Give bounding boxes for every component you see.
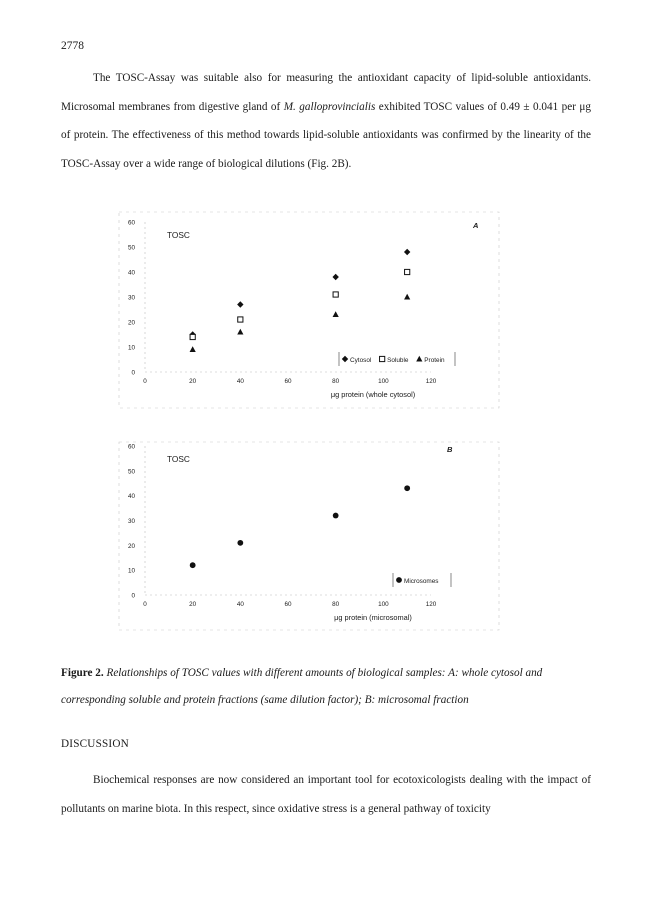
data-point bbox=[333, 311, 339, 317]
paragraph-1-part-b: exhibited TOSC values of 0.49 ± 0.041 per μg of protein. The effectiveness of this method towards lipid-soluble antioxidants was confirmed by the linearity of the TOSC-Assay over a wide range of biological dilutions (Fig. 2B). bbox=[61, 100, 591, 170]
legend-entry: Soluble bbox=[387, 357, 409, 364]
y-tick-label: 10 bbox=[127, 567, 135, 575]
y-tick-label: 20 bbox=[127, 319, 135, 327]
chart-title: TOSC bbox=[167, 230, 190, 240]
chart-frame bbox=[119, 212, 499, 408]
x-axis-label: μg protein (whole cytosol) bbox=[330, 390, 416, 399]
x-tick-label: 120 bbox=[425, 601, 437, 608]
x-tick-label: 100 bbox=[378, 601, 389, 608]
y-tick-label: 20 bbox=[127, 542, 135, 550]
data-point bbox=[333, 513, 339, 519]
data-point bbox=[190, 346, 196, 352]
legend-marker bbox=[342, 356, 348, 362]
chart-title: TOSC bbox=[167, 454, 190, 464]
x-tick-label: 0 bbox=[143, 601, 147, 608]
figure-2a-chart bbox=[115, 210, 507, 410]
y-tick-label: 60 bbox=[127, 219, 135, 227]
figure-caption-text: Relationships of TOSC values with different amounts of biological samples: A: whole cytosol and corresponding soluble and protein fractions (same dilution factor); B: microsomal fraction bbox=[61, 667, 543, 706]
data-point bbox=[237, 301, 243, 307]
figure-caption bbox=[61, 660, 601, 714]
data-point bbox=[237, 540, 243, 546]
y-tick-label: 30 bbox=[127, 518, 135, 525]
x-tick-label: 60 bbox=[284, 378, 292, 385]
y-tick-label: 50 bbox=[127, 468, 135, 476]
legend-marker bbox=[396, 577, 402, 583]
species-name: M. galloprovincialis bbox=[283, 100, 376, 113]
section-heading: DISCUSSION bbox=[61, 738, 129, 750]
legend-entry: Cytosol bbox=[350, 357, 372, 364]
x-tick-label: 40 bbox=[236, 601, 244, 608]
legend-marker bbox=[380, 356, 385, 361]
paragraph-1-part-a: The TOSC-Assay was suitable also for measuring the antioxidant capacity of lipid-soluble antioxidants. Microsomal membranes from digestive gland of bbox=[61, 72, 591, 113]
legend-entry: Protein bbox=[424, 357, 445, 364]
y-tick-label: 50 bbox=[127, 244, 135, 252]
figure-2b-chart bbox=[115, 440, 507, 635]
x-tick-label: 20 bbox=[189, 601, 197, 608]
paragraph-1 bbox=[61, 64, 591, 178]
panel-letter: A bbox=[473, 221, 479, 230]
x-tick-label: 80 bbox=[332, 378, 340, 385]
data-point bbox=[238, 317, 243, 322]
panel-letter: B bbox=[447, 445, 453, 454]
data-point bbox=[405, 269, 410, 274]
data-point bbox=[332, 274, 338, 280]
x-tick-label: 80 bbox=[332, 601, 340, 608]
chart-frame bbox=[119, 442, 499, 630]
y-tick-label: 60 bbox=[127, 443, 135, 451]
legend-entry: Microsomes bbox=[404, 578, 439, 585]
paragraph-2-text: Biochemical responses are now considered an important tool for ecotoxicologists dealing with the impact of pollutants on marine biota. In this respect, since oxidative stress is a general pathway of toxicity bbox=[61, 774, 591, 815]
y-tick-label: 0 bbox=[131, 369, 135, 377]
y-tick-label: 30 bbox=[127, 294, 135, 302]
y-tick-label: 0 bbox=[131, 592, 135, 600]
y-tick-label: 40 bbox=[127, 493, 135, 501]
x-tick-label: 0 bbox=[143, 378, 147, 385]
y-tick-label: 40 bbox=[127, 269, 135, 277]
paragraph-2 bbox=[61, 766, 591, 823]
figure-2b-svg bbox=[115, 440, 507, 635]
figure-2a-svg bbox=[115, 210, 507, 410]
x-axis-label: μg protein (microsomal) bbox=[334, 613, 412, 622]
data-point bbox=[190, 334, 195, 339]
x-tick-label: 120 bbox=[425, 378, 437, 385]
figure-label: Figure 2. bbox=[61, 667, 104, 679]
data-point bbox=[404, 294, 410, 300]
y-tick-label: 10 bbox=[127, 344, 135, 352]
data-point bbox=[404, 249, 410, 255]
data-point bbox=[190, 562, 196, 568]
data-point bbox=[333, 292, 338, 297]
x-tick-label: 60 bbox=[284, 601, 292, 608]
x-tick-label: 40 bbox=[236, 378, 244, 385]
page-number: 2778 bbox=[61, 40, 84, 52]
legend-marker bbox=[416, 356, 422, 362]
x-tick-label: 100 bbox=[378, 378, 389, 385]
x-tick-label: 20 bbox=[189, 378, 197, 385]
data-point bbox=[404, 485, 410, 491]
data-point bbox=[237, 329, 243, 335]
